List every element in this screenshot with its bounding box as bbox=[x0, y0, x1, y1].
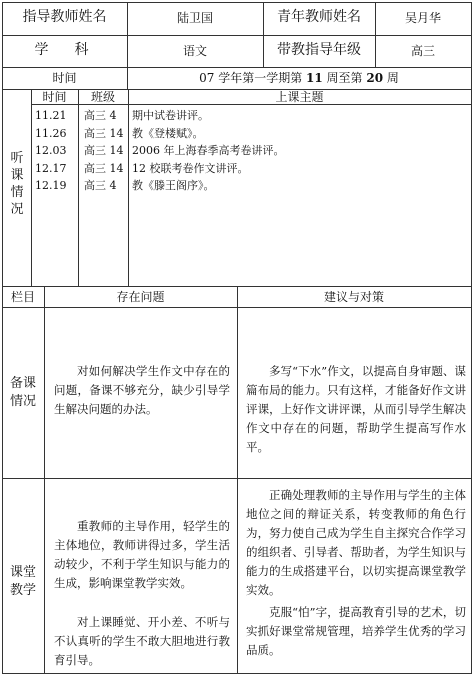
row-date: 12.03 bbox=[35, 144, 67, 157]
time-range: 07 学年第一学期第 11 周至第 20 周 bbox=[199, 71, 399, 85]
row-class: 高三 4 bbox=[84, 109, 117, 122]
subject-value: 语文 bbox=[182, 44, 207, 58]
row-label-lesson-prep: 备课情况 bbox=[9, 376, 36, 409]
row-class: 高三 14 bbox=[84, 127, 124, 140]
grade-label: 带教指导年级 bbox=[277, 42, 361, 58]
col-header-category: 栏目 bbox=[10, 290, 35, 304]
advisor-label: 指导教师姓名 bbox=[22, 9, 107, 25]
row-date: 11.26 bbox=[35, 127, 67, 140]
col-header-problems: 存在问题 bbox=[116, 290, 165, 304]
col-header-date: 时间 bbox=[42, 90, 67, 104]
classroom-suggestion-2: 克服“怕”字，提高教育引导的艺术，切实抓好课堂常规管理，培养学生优秀的学习品质。 bbox=[246, 605, 466, 657]
row-date: 12.19 bbox=[35, 179, 67, 192]
border bbox=[2, 67, 472, 68]
row-class: 高三 14 bbox=[84, 162, 124, 175]
row-date: 12.17 bbox=[35, 162, 67, 175]
young-teacher-name: 吴月华 bbox=[404, 11, 441, 25]
classroom-problem-1: 重教师的主导作用，轻学生的主体地位，教师讲得过多，学生活动较少，不利于学生知识与能力的生成，影响课堂教学实效。 bbox=[54, 519, 230, 590]
border bbox=[2, 35, 472, 36]
row-topic: 12 校联考卷作文讲评。 bbox=[132, 162, 249, 175]
border bbox=[471, 2, 472, 674]
row-topic: 期中试卷讲评。 bbox=[132, 109, 209, 122]
border bbox=[78, 89, 79, 286]
border bbox=[44, 286, 45, 673]
row-label-classroom: 课堂教学 bbox=[9, 565, 36, 598]
border bbox=[237, 286, 238, 673]
subject-label: 学 科 bbox=[34, 42, 95, 58]
border bbox=[31, 89, 32, 286]
row-topic: 教《登楼赋》。 bbox=[132, 127, 204, 140]
grade-value: 高三 bbox=[410, 44, 435, 58]
time-label: 时间 bbox=[52, 71, 77, 85]
col-header-suggestions: 建议与对策 bbox=[323, 290, 384, 304]
row-topic: 2006 年上海春季高考卷讲评。 bbox=[132, 144, 285, 157]
row-class: 高三 4 bbox=[84, 179, 117, 192]
advisor-name: 陆卫国 bbox=[176, 11, 213, 25]
row-class: 高三 14 bbox=[84, 144, 124, 157]
row-topic: 教《滕王阁序》。 bbox=[132, 179, 215, 192]
row-date: 11.21 bbox=[35, 109, 67, 122]
observation-side-label: 听课情况 bbox=[10, 151, 24, 217]
classroom-problem-2: 对上课睡觉、开小差、不听与不认真听的学生不敢大胆地进行教育引导。 bbox=[54, 615, 230, 667]
border bbox=[2, 2, 3, 674]
classroom-suggestion-1: 正确处理教师的主导作用与学生的主体地位之间的辩证关系，转变教师的角色行为，努力使自己成为学生自主探究合作学习的组织者、引导者、帮助者，为学生知识与能力的生成搭建平台，以切实提高课堂教学实效。 bbox=[246, 488, 466, 597]
border bbox=[2, 2, 472, 3]
young-teacher-label: 青年教师姓名 bbox=[277, 9, 361, 25]
col-header-topic: 上课主题 bbox=[275, 90, 324, 104]
border bbox=[128, 89, 129, 286]
border bbox=[2, 673, 472, 674]
col-header-class: 班级 bbox=[90, 90, 115, 104]
lesson-prep-problem: 对如何解决学生作文中存在的问题，备课不够充分，缺少引导学生解决问题的办法。 bbox=[54, 364, 230, 416]
lesson-prep-suggestion: 多写“下水”作文，以提高自身审题、谋篇布局的能力。只有这样，才能备好作文讲评课，上好作文讲评课，从而引导学生解决作文中存在的问题，帮助学生提高写作水平。 bbox=[246, 364, 466, 454]
